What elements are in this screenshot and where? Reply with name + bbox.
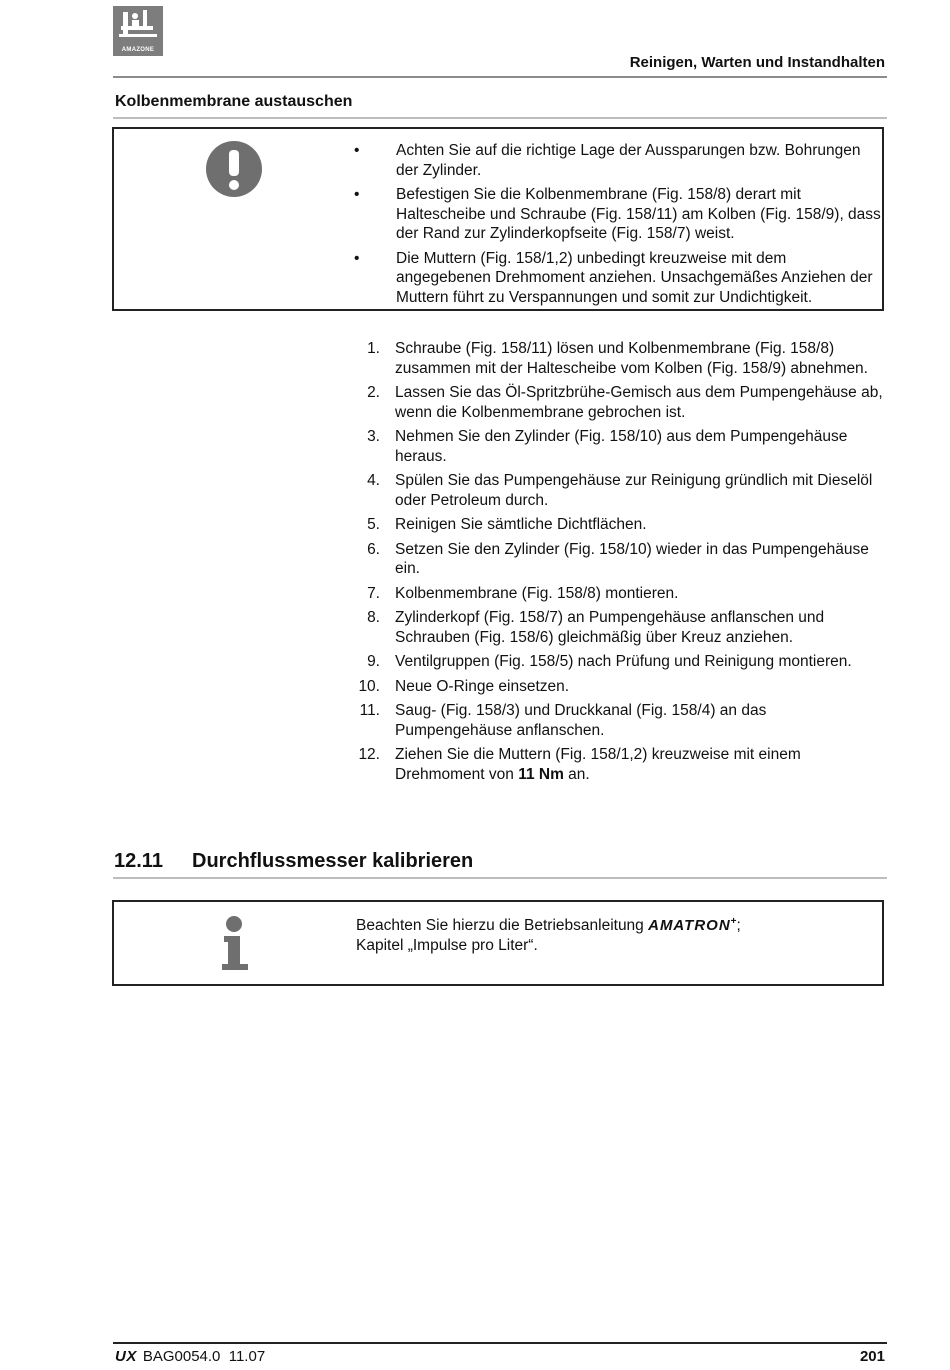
section-divider <box>113 877 887 879</box>
step-item <box>355 383 885 422</box>
step-item <box>355 427 885 466</box>
step-number: 3. <box>367 428 380 445</box>
info-box <box>112 900 884 986</box>
step-number: 2. <box>367 384 380 401</box>
step-item <box>355 515 885 535</box>
step-item <box>355 339 885 378</box>
page-number: 201 <box>859 1348 885 1365</box>
step-number: 6. <box>367 540 380 558</box>
header-divider <box>113 76 887 78</box>
step-text: Reinigen Sie sämtliche Dichtflächen. <box>395 516 647 533</box>
step-number: 1. <box>367 340 380 357</box>
section-number: 12.11 <box>114 850 163 872</box>
step-item <box>355 677 885 697</box>
footer-divider <box>113 1342 887 1344</box>
step-text: Saug- (Fig. 158/3) und Druckkanal (Fig. 158/4) an das Pumpengehäuse anflanschen. <box>395 702 767 739</box>
subsection-title: Kolbenmembrane austauschen <box>115 93 353 110</box>
info-text <box>356 912 876 956</box>
step-text: Zylinderkopf (Fig. 158/7) an Pumpengehäuse anflanschen und Schrauben (Fig. 158/6) gleichmäßig über Kreuz anziehen. <box>395 609 825 646</box>
warning-item: • Die Muttern (Fig. 158/1,2) unbedingt kreuzweise mit dem angegebenen Drehmoment anziehen. Unsachgemäßes Anziehen der Muttern führt zu Verspannungen und somit zur Undichtigkeit. <box>354 249 882 308</box>
section-title: Durchflussmesser kalibrieren <box>192 850 474 872</box>
step-text: Lassen Sie das Öl-Spritzbrühe-Gemisch aus dem Pumpengehäuse ab, wenn die Kolbenmembrane gebrochen ist. <box>395 384 883 421</box>
subsection-divider <box>113 117 887 119</box>
logo-text: AMAZONE <box>121 47 155 53</box>
step-item <box>355 540 885 579</box>
warning-box <box>112 127 884 311</box>
step-number: 4. <box>367 472 380 489</box>
warning-item: • Befestigen Sie die Kolbenmembrane (Fig. 158/8) derart mit Haltescheibe und Schraube (Fig. 158/11) am Kolben (Fig. 158/9), dass der Rand zur Zylinderkopfseite (Fig. 158/7) weist. <box>354 185 882 244</box>
footer-doc-id: BAG0054.0 11.07 <box>142 1348 266 1365</box>
step-number: 7. <box>367 584 380 602</box>
warning-list <box>354 141 882 312</box>
header-title: Reinigen, Warten und Instandhalten <box>629 54 885 71</box>
step-number: 12. <box>358 746 380 763</box>
step-item <box>355 745 885 784</box>
amatron-brand: AMATRON <box>648 917 731 935</box>
amazone-logo <box>113 6 163 56</box>
info-text-line2: Kapitel „Impulse pro Liter“. <box>356 937 538 955</box>
step-item <box>355 584 885 604</box>
step-text: Spülen Sie das Pumpengehäuse zur Reinigung gründlich mit Dieselöl oder Petroleum durch. <box>395 472 873 509</box>
step-number: 10. <box>358 677 380 695</box>
logo-figure-icon <box>113 6 163 46</box>
step-number: 9. <box>367 653 380 670</box>
step-item <box>355 471 885 510</box>
step-text: Nehmen Sie den Zylinder (Fig. 158/10) aus dem Pumpengehäuse heraus. <box>395 428 848 465</box>
step-text: Ziehen Sie die Muttern (Fig. 158/1,2) kreuzweise mit einem Drehmoment von <box>395 746 801 783</box>
amatron-plus: + <box>730 916 737 927</box>
step-text: Kolbenmembrane (Fig. 158/8) montieren. <box>395 584 679 602</box>
warning-item: • Achten Sie auf die richtige Lage der Aussparungen bzw. Bohrungen der Zylinder. <box>354 141 882 180</box>
exclamation-icon <box>204 139 264 199</box>
footer-doc <box>115 1348 265 1365</box>
step-text: Neue O-Ringe einsetzen. <box>395 677 570 695</box>
torque-value: 11 Nm <box>518 765 564 783</box>
info-text-start: Beachten Sie hierzu die Betriebsanleitung <box>356 917 649 935</box>
step-text: Ventilgruppen (Fig. 158/5) nach Prüfung und Reinigung montieren. <box>395 653 852 670</box>
step-text-end: an. <box>563 765 590 783</box>
step-number: 8. <box>367 609 380 626</box>
footer-brand: UX <box>115 1348 137 1365</box>
step-item <box>355 608 885 647</box>
steps-list <box>355 339 885 789</box>
step-text: Schraube (Fig. 158/11) lösen und Kolbenmembrane (Fig. 158/8) zusammen mit der Haltescheibe vom Kolben (Fig. 158/9) abnehmen. <box>395 340 868 377</box>
step-item <box>355 701 885 740</box>
info-text-punct: ; <box>736 917 741 935</box>
step-item <box>355 652 885 672</box>
step-number: 11. <box>359 702 380 719</box>
step-number: 5. <box>367 516 380 533</box>
info-icon <box>218 916 250 972</box>
step-text: Setzen Sie den Zylinder (Fig. 158/10) wieder in das Pumpengehäuse ein. <box>395 540 869 577</box>
